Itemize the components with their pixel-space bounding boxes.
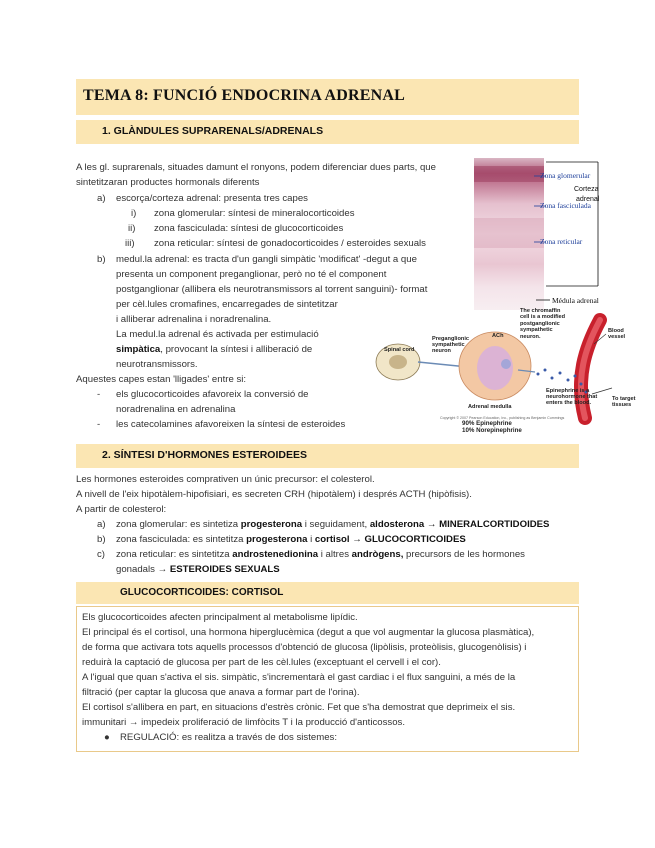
gluco-line: de forma que activara tots aquells processos d'obtenció de glucosa (lipòlisis, proteòlisis, glucogenòlisis) i	[82, 642, 527, 653]
sympathetic-bold: simpàtica	[116, 344, 161, 355]
gluco-heading: GLUCOCORTICOIDES: CORTISOL	[120, 587, 284, 598]
medulla-neuro-line: neurotransmissors.	[116, 359, 198, 370]
gluco-line: reduirà la captació de glucosa per part de les cèl.lules (exceptuant el cervell i el cor).	[82, 657, 441, 668]
gluco-line: filtració (per captar la glucosa que anava a formar part de l'orina).	[82, 687, 360, 698]
layer-text: zona glomerular: síntesi de mineralocorticoides	[154, 208, 355, 219]
gluco-line: El principal és el cortisol, una hormona hiperglucèmica (degut a que vol augmentar la glucosa plasmàtica),	[82, 627, 535, 638]
section2-p1: Les hormones esteroides comprativen un únic precursor: el colesterol.	[76, 474, 375, 485]
dash-marker: -	[97, 419, 101, 430]
spinal-cord-label: Spinal cord	[384, 347, 415, 353]
item-b-line: medul.la adrenal: es tracta d'un gangli simpàtic 'modificat' -degut a que	[116, 254, 417, 265]
synth-item-reticular	[116, 549, 525, 561]
adrenal-histology-figure	[474, 158, 604, 310]
gluco-banner	[76, 582, 579, 604]
medulla-sympathetic-line	[116, 344, 312, 356]
section2-heading: 2. SÍNTESI D'HORMONES ESTEROIDEES	[102, 449, 307, 461]
linked-item: noradrenalina en adrenalina	[116, 404, 236, 415]
preganglionic-line: neuron	[432, 348, 451, 355]
synth-marker: a)	[97, 519, 106, 530]
page-title: TEMA 8: FUNCIÓ ENDOCRINA ADRENAL	[83, 87, 405, 104]
item-b-line: postganglionar (allibera els neurotransmissors al torrent sanguini)- format	[116, 284, 428, 295]
synth-item-glomerular	[116, 519, 549, 531]
chromaffin-diagram	[370, 308, 638, 440]
preganglionic-label	[432, 336, 469, 355]
sympathetic-rest: , provocant la síntesi i alliberació de	[160, 344, 313, 355]
synth-marker: c)	[97, 549, 105, 560]
synth-bold: androstenedionina	[232, 549, 319, 560]
regulacio-line: REGULACIÓ: es realitza a través de dos sistemes:	[120, 732, 338, 743]
blood-vessel-line: Blood	[608, 328, 624, 334]
label-medula: Médula adrenal	[552, 296, 599, 305]
synth-mid: i seguidament,	[302, 519, 370, 530]
label-zona-reticular: Zona reticular	[540, 237, 583, 246]
chromaffin-line: neuron.	[520, 333, 541, 340]
chromaffin-line: sympathetic	[520, 327, 553, 334]
chromaffin-line: The chromaffin	[520, 308, 561, 314]
chromaffin-line: postganglionic	[520, 320, 560, 327]
medulla-activation-line: La medul.la adrenal és activada per estimulació	[116, 329, 319, 340]
linked-intro: Aquestes capes estan 'lligades' entre si:	[76, 374, 247, 385]
linked-item: els glucocorticoides afavoreix la conversió de	[116, 389, 309, 400]
epinephrine-label	[546, 388, 597, 407]
synth-reticular-line2	[116, 564, 280, 576]
preganglionic-line: Preganglionic	[432, 336, 469, 342]
synth-bold: andrògens,	[351, 549, 404, 560]
label-corteza: Corteza	[574, 186, 599, 193]
synth-post: precursors de les hormones	[403, 549, 525, 560]
target-tissues-label	[612, 396, 636, 408]
epinephrine-line: enters the blood.	[546, 400, 592, 407]
layer-text: zona reticular: síntesi de gonadocorticoides / esteroides sexuals	[154, 238, 426, 249]
item-a-marker: a)	[97, 193, 106, 204]
synth-bold: progesterona	[246, 534, 308, 545]
synth-pre: zona fasciculada: es sintetitza	[116, 534, 247, 545]
synth-bold: progesterona	[240, 519, 303, 530]
pct-epinephrine: 90% Epinephrine	[462, 420, 512, 427]
section2-p3: A partir de colesterol:	[76, 504, 167, 515]
gluco-line: El cortisol s'allibera en part, en situacions d'estrès crònic. Fet que s'ha demostrat que deprimeix el sis.	[82, 702, 516, 713]
ach-label: ACh	[492, 333, 504, 339]
epinephrine-line: Epinephrine is a	[546, 388, 590, 394]
section1-banner	[76, 120, 579, 144]
target-line: To target	[612, 396, 636, 402]
title-banner	[76, 79, 579, 115]
synth-pre: gonadals →	[116, 564, 170, 575]
blood-vessel-line: vessel	[608, 334, 626, 341]
layer-marker: i)	[131, 208, 137, 219]
item-b-line: per cèl.lules cromafines, encarregades de sintetitzar	[116, 299, 338, 310]
synth-pre: zona glomerular: es sintetiza	[116, 519, 241, 530]
item-b-line: presenta un component preganglionar, però no té el component	[116, 269, 387, 280]
bullet-marker: ●	[104, 732, 110, 743]
epinephrine-line: neurohormone that	[546, 394, 598, 401]
dash-marker: -	[97, 389, 101, 400]
label-zona-glomerular: Zona glomerular	[540, 171, 591, 180]
synth-bold: aldosterona → MINERALCORTIDOIDES	[369, 519, 550, 530]
percentage-note	[462, 420, 522, 434]
pct-norepinephrine: 10% Norepinephrine	[462, 427, 522, 434]
linked-item: les catecolamines afavoreixen la síntesi de esteroides	[116, 419, 346, 430]
label-zona-fasciculada: Zona fasciculada	[540, 201, 592, 210]
synth-marker: b)	[97, 534, 106, 545]
synth-mid: i	[307, 534, 315, 545]
item-b-marker: b)	[97, 254, 106, 265]
synth-bold: cortisol → GLUCOCORTICOIDES	[314, 534, 466, 545]
item-b-line: i alliberar adrenalina i noradrenalina.	[116, 314, 272, 325]
label-adrenal: adrenal	[576, 196, 600, 203]
synth-bold: ESTEROIDES SEXUALS	[169, 564, 280, 575]
chromaffin-line: cell is a modified	[520, 314, 566, 321]
blood-vessel-label	[608, 328, 625, 340]
section2-p2: A nivell de l'eix hipotàlem-hipofisiari, es secreten CRH (hipotàlem) i després ACTH (hipòfisis).	[76, 489, 472, 500]
gluco-line: Els glucocorticoides afecten principalment al metabolisme lipídic.	[82, 612, 358, 623]
item-a-text: escorça/corteza adrenal: presenta tres capes	[116, 193, 308, 204]
preganglionic-line: sympathetic	[432, 342, 465, 349]
synth-mid: i altres	[318, 549, 352, 560]
section1-heading: 1. GLÀNDULES SUPRARENALS/ADRENALS	[102, 125, 324, 137]
synth-item-fasciculada	[116, 534, 466, 546]
synth-pre: zona reticular: es sintetitza	[116, 549, 233, 560]
gluco-line: immunitari → impedeix proliferació de limfòcits T i la producció d'anticossos.	[82, 717, 405, 728]
section2-banner	[76, 444, 579, 468]
target-line: tissues	[612, 402, 632, 409]
adrenal-medulla-label: Adrenal medulla	[468, 404, 512, 410]
chromaffin-label	[520, 308, 565, 340]
gluco-line: A l'igual que quan s'activa el sis. simpàtic, s'incrementarà el gast cardiac i el flux sanguini, a més de la	[82, 672, 516, 683]
intro-line-2: sintetitzaran productes hormonals diferents	[76, 177, 260, 188]
layer-marker: iii)	[125, 238, 135, 249]
layer-text: zona fasciculada: síntesi de glucocorticoides	[154, 223, 344, 234]
layer-marker: ii)	[128, 223, 136, 234]
intro-line-1: A les gl. suprarenals, situades damunt el ronyons, podem diferenciar dues parts, que	[76, 162, 436, 173]
copyright-note: Copyright © 2007 Pearson Education, Inc., publishing as Benjamin Cummings	[440, 416, 565, 420]
